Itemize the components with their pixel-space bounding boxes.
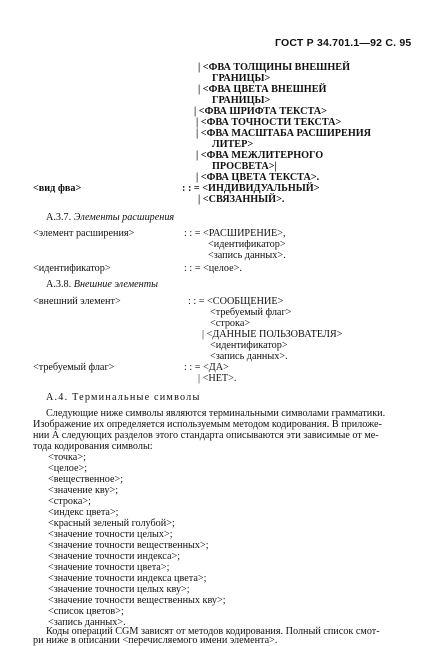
grammar-line: ГРАНИЦЫ> [212, 95, 271, 106]
rule-definition: | <НЕТ>. [198, 373, 237, 384]
rule-definition: <строка> [210, 318, 251, 329]
rule-definition: | <ДАННЫЕ ПОЛЬЗОВАТЕЛЯ> [202, 329, 343, 340]
grammar-line: | <ФВА МЕЖЛИТЕРНОГО [196, 150, 324, 161]
page-header: ГОСТ Р 34.701.1—92 С. 95 [275, 37, 412, 49]
rule-definition: : : = <целое>. [184, 263, 242, 274]
symbol-item: <вещественное>; [48, 474, 124, 485]
grammar-line: ПРОСВЕТА>| [212, 161, 277, 172]
rule-definition: : : = <СООБЩЕНИЕ> [188, 296, 284, 307]
section-heading-a37 [46, 212, 174, 223]
grammar-line: | <ФВА МАСШТАБА РАСШИРЕНИЯ [196, 128, 372, 139]
grammar-line: | <ФВА ЦВЕТА ВНЕШНЕЙ [198, 84, 327, 95]
symbol-item: <значение точности вещественных кву>; [48, 595, 226, 606]
grammar-line: ГРАНИЦЫ> [212, 73, 271, 84]
section-title: Внешние элементы [73, 279, 158, 290]
paragraph-line: Коды операций CGM зависят от методов кодирования. Полный список смот- [46, 626, 380, 637]
grammar-line: | <ФВА ЦВЕТА ТЕКСТА>. [196, 172, 320, 183]
symbol-item: <значение точности индекса цвета>; [48, 573, 207, 584]
rule-definition: <запись данных>. [210, 351, 288, 362]
paragraph-line: ри ниже в описании <перечисляемого имени элемента>. [33, 635, 278, 646]
rule-term: <элемент расширения> [33, 228, 135, 239]
rule-term: <внешний элемент> [33, 296, 121, 307]
section-number: А.3.8. [46, 279, 72, 290]
rule-definition: <идентификатор> [208, 239, 286, 250]
paragraph-line: Следующие ниже символы являются терминальными символами грамматики. [46, 408, 386, 419]
section-number: А.3.7. [46, 212, 72, 223]
symbol-item: <целое>; [48, 463, 88, 474]
vid-fva-definition: : : = <ИНДИВИДУАЛЬНЫЙ> [182, 183, 320, 194]
section-heading-a38 [46, 279, 158, 290]
symbol-item: <список цветов>; [48, 606, 124, 617]
symbol-item: <значение точности цвета>; [48, 562, 170, 573]
symbol-item: <значение точности целых кву>; [48, 584, 190, 595]
paragraph-line: нии А следующих разделов этого стандарта описываются эти зависимые от ме- [33, 430, 379, 441]
symbol-item: <значение кву>; [48, 485, 119, 496]
grammar-line: | <ФВА ШРИФТА ТЕКСТА> [194, 106, 327, 117]
symbol-item: <точка>; [48, 452, 86, 463]
symbol-item: <индекс цвета>; [48, 507, 119, 518]
rule-definition: : : = <РАСШИРЕНИЕ>, [184, 228, 286, 239]
symbol-item: <значение точности вещественных>; [48, 540, 209, 551]
symbol-item: <значение точности целых>; [48, 529, 173, 540]
vid-fva-alternative: | <СВЯЗАННЫЙ>. [198, 194, 285, 205]
rule-term: <идентификатор> [33, 263, 111, 274]
paragraph-line: тода кодирования символы: [33, 441, 153, 452]
grammar-line: ЛИТЕР> [212, 139, 254, 150]
section-title: Элементы расширения [73, 212, 175, 223]
paragraph-line: Изображение их определяется используемым методом кодирования. В приложе- [33, 419, 382, 430]
rule-definition: <идентификатор> [210, 340, 288, 351]
symbol-item: <значение точности индекса>; [48, 551, 181, 562]
symbol-item: <строка>; [48, 496, 91, 507]
rule-definition: <требуемый флаг> [210, 307, 292, 318]
symbol-item: <красный зеленый голубой>; [48, 518, 175, 529]
rule-definition: <запись данных>. [208, 250, 286, 261]
section-heading-a4: А.4. Терминальные символы [46, 392, 201, 403]
symbol-item: <запись данных>. [48, 617, 126, 628]
vid-fva-term: <вид фва> [33, 183, 82, 194]
rule-term: <требуемый флаг> [33, 362, 115, 373]
grammar-line: | <ФВА ТОЛЩИНЫ ВНЕШНЕЙ [198, 62, 351, 73]
grammar-line: | <ФВА ТОЧНОСТИ ТЕКСТА> [196, 117, 342, 128]
rule-definition: : : = <ДА> [184, 362, 229, 373]
